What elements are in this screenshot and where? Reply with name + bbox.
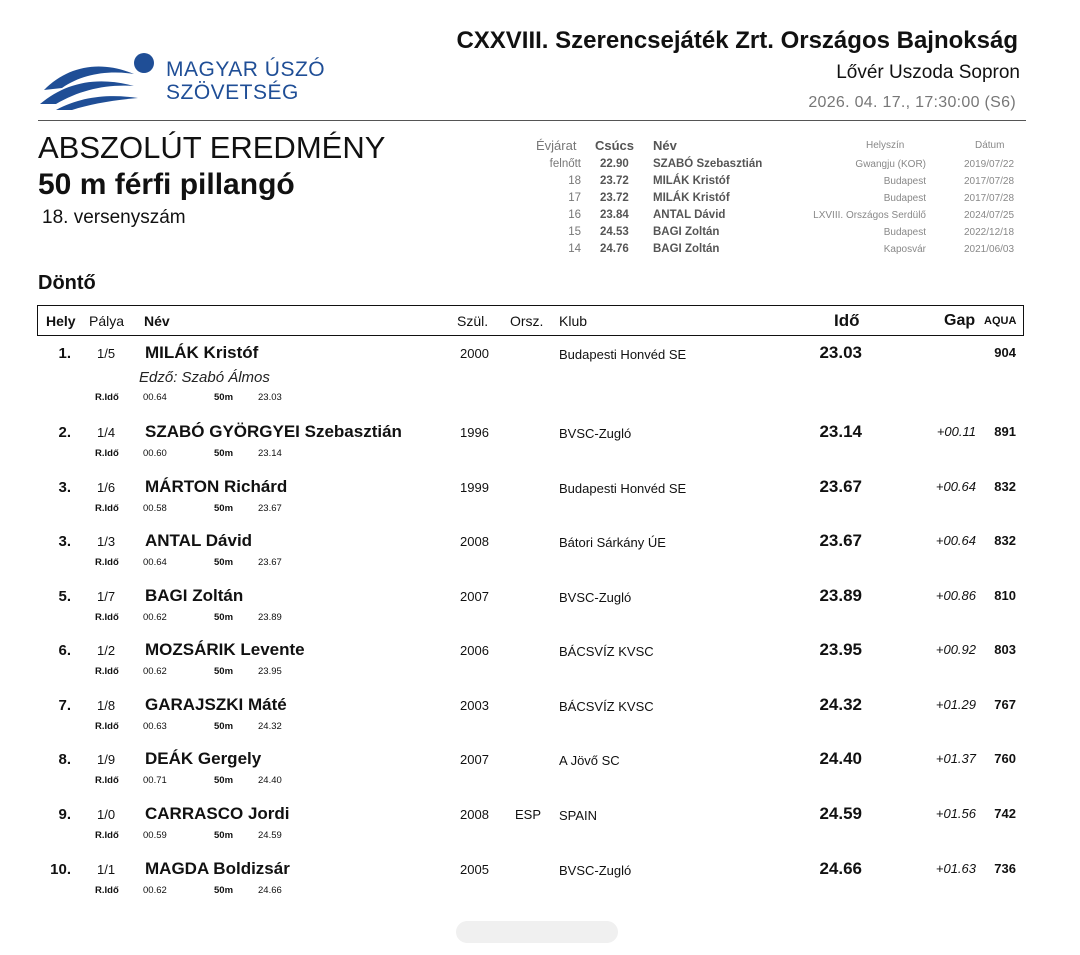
- reaction-time: 00.71: [143, 775, 167, 786]
- birth-year: 1999: [460, 480, 489, 495]
- club-name: BVSC-Zugló: [559, 426, 632, 441]
- reaction-label: R.Idő: [95, 885, 119, 896]
- aqua-points: 760: [994, 751, 1016, 766]
- result-lane: 1/9: [97, 752, 116, 767]
- reaction-label: R.Idő: [95, 775, 119, 786]
- result-time: 23.67: [819, 531, 862, 550]
- birth-year: 2007: [460, 589, 489, 604]
- event-number: 18. versenyszám: [42, 207, 186, 228]
- record-age: 15: [568, 226, 581, 238]
- aqua-points: 803: [994, 642, 1016, 657]
- split-time: 23.95: [258, 666, 282, 677]
- record-date: 2021/06/03: [964, 244, 1015, 255]
- athlete-name: GARAJSZKI Máté: [145, 695, 287, 714]
- time-gap: +01.37: [935, 751, 976, 766]
- records-header-age: Évjárat: [536, 138, 577, 153]
- record-time: 23.72: [600, 192, 629, 204]
- record-holder: BAGI Zoltán: [653, 226, 720, 238]
- record-age: felnőtt: [549, 158, 581, 170]
- aqua-points: 904: [994, 345, 1016, 360]
- birth-year: 2008: [460, 807, 489, 822]
- result-time: 23.67: [819, 477, 862, 496]
- split-label: 50m: [214, 885, 234, 896]
- record-place: Budapest: [883, 176, 926, 187]
- records-header-place: Helyszín: [866, 140, 905, 151]
- result-lane: 1/7: [97, 589, 116, 604]
- federation-logo-text: [166, 58, 325, 104]
- record-time: 24.76: [600, 243, 629, 255]
- result-lane: 1/1: [97, 862, 116, 877]
- country-code: ESP: [515, 807, 542, 822]
- document-type: ABSZOLÚT EREDMÉNY: [38, 130, 386, 165]
- record-date: 2017/07/28: [964, 193, 1015, 204]
- birth-year: 2007: [460, 752, 489, 767]
- header-country: Orsz.: [510, 313, 544, 329]
- logo-line-1: MAGYAR ÚSZÓ: [166, 58, 326, 81]
- athlete-name: SZABÓ GYÖRGYEI Szebasztián: [145, 422, 402, 441]
- split-label: 50m: [214, 557, 234, 568]
- aqua-points: 767: [994, 697, 1016, 712]
- record-age: 18: [568, 175, 581, 187]
- result-rank: 8.: [58, 751, 71, 768]
- split-time: 24.66: [258, 885, 282, 896]
- result-time: 23.89: [819, 586, 862, 605]
- time-gap: +00.11: [936, 424, 976, 439]
- result-lane: 1/3: [97, 534, 116, 549]
- reaction-time: 00.59: [143, 830, 167, 841]
- reaction-label: R.Idő: [95, 503, 119, 514]
- result-lane: 1/6: [97, 480, 116, 495]
- split-time: 23.67: [258, 503, 282, 514]
- venue: Lővér Uszoda Sopron: [836, 62, 1020, 83]
- swimmer-logo-icon: [38, 48, 160, 112]
- result-time: 23.14: [819, 422, 862, 441]
- split-time: 24.40: [258, 775, 282, 786]
- time-gap: +00.64: [935, 479, 976, 494]
- athlete-name: CARRASCO Jordi: [145, 804, 290, 823]
- record-holder: BAGI Zoltán: [653, 243, 720, 255]
- result-lane: 1/4: [97, 425, 116, 440]
- athlete-name: MÁRTON Richárd: [145, 477, 288, 496]
- split-label: 50m: [214, 666, 234, 677]
- split-label: 50m: [214, 775, 234, 786]
- record-date: 2024/07/25: [964, 210, 1015, 221]
- header-rank: Hely: [46, 313, 76, 329]
- split-time: 23.03: [258, 392, 282, 403]
- reaction-time: 00.58: [143, 503, 167, 514]
- reaction-time: 00.64: [143, 392, 167, 403]
- time-gap: +01.56: [935, 806, 976, 821]
- logo-line-2: SZÖVETSÉG: [166, 81, 299, 104]
- section-title: Döntő: [38, 272, 96, 294]
- header-time: Idő: [834, 311, 860, 330]
- records-header-date: Dátum: [975, 140, 1005, 151]
- aqua-points: 832: [994, 533, 1016, 548]
- result-rank: 6.: [58, 642, 71, 659]
- record-place: Kaposvár: [883, 244, 926, 255]
- club-name: Budapesti Honvéd SE: [559, 481, 687, 496]
- athlete-name: MOZSÁRIK Levente: [145, 640, 305, 659]
- records-header-name: Név: [653, 138, 677, 153]
- records-header-record: Csúcs: [595, 138, 635, 153]
- result-rank: 5.: [58, 588, 71, 605]
- record-date: 2017/07/28: [964, 176, 1015, 187]
- reaction-label: R.Idő: [95, 721, 119, 732]
- result-rank: 2.: [58, 424, 71, 441]
- split-label: 50m: [214, 392, 234, 403]
- watermark: [456, 921, 618, 943]
- club-name: BVSC-Zugló: [559, 590, 632, 605]
- record-place: Gwangju (KOR): [855, 159, 926, 170]
- result-lane: 1/0: [97, 807, 116, 822]
- athlete-name: BAGI Zoltán: [145, 586, 244, 605]
- time-gap: +00.86: [935, 588, 976, 603]
- athlete-name: ANTAL Dávid: [145, 531, 253, 550]
- club-name: BVSC-Zugló: [559, 863, 632, 878]
- birth-year: 2000: [460, 346, 489, 361]
- competition-title: CXXVIII. Szerencsejáték Zrt. Országos Bajnokság: [456, 27, 1018, 54]
- header-lane: Pálya: [89, 313, 125, 329]
- header-name: Név: [144, 313, 170, 329]
- header-divider: [38, 120, 1026, 121]
- result-rank: 3.: [58, 533, 71, 550]
- result-rank: 1.: [58, 345, 71, 362]
- reaction-label: R.Idő: [95, 666, 119, 677]
- club-name: Budapesti Honvéd SE: [559, 347, 687, 362]
- record-holder: MILÁK Kristóf: [653, 192, 730, 204]
- header-aqua: AQUA: [984, 315, 1017, 327]
- record-time: 22.90: [600, 158, 629, 170]
- result-time: 23.95: [819, 640, 862, 659]
- aqua-points: 742: [994, 806, 1016, 821]
- result-rank: 10.: [50, 861, 71, 878]
- record-place: LXVIII. Országos Serdülő: [813, 210, 926, 221]
- athlete-name: DEÁK Gergely: [145, 749, 262, 768]
- aqua-points: 832: [994, 479, 1016, 494]
- record-holder: SZABÓ Szebasztián: [653, 158, 763, 170]
- record-holder: ANTAL Dávid: [653, 209, 726, 221]
- time-gap: +01.63: [935, 861, 976, 876]
- record-age: 17: [568, 192, 581, 204]
- reaction-label: R.Idő: [95, 557, 119, 568]
- coach-name: Edző: Szabó Álmos: [139, 369, 270, 386]
- result-lane: 1/8: [97, 698, 116, 713]
- split-label: 50m: [214, 503, 234, 514]
- result-time: 24.66: [819, 859, 862, 878]
- club-name: BÁCSVÍZ KVSC: [559, 644, 654, 659]
- record-time: 23.84: [600, 209, 629, 221]
- time-gap: +00.92: [935, 642, 976, 657]
- birth-year: 2008: [460, 534, 489, 549]
- birth-year: 2006: [460, 643, 489, 658]
- reaction-time: 00.62: [143, 885, 167, 896]
- reaction-label: R.Idő: [95, 392, 119, 403]
- athlete-name: MAGDA Boldizsár: [145, 859, 290, 878]
- club-name: SPAIN: [559, 808, 598, 823]
- birth-year: 2005: [460, 862, 489, 877]
- result-rank: 3.: [58, 479, 71, 496]
- reaction-time: 00.63: [143, 721, 167, 732]
- reaction-time: 00.64: [143, 557, 167, 568]
- split-time: 23.89: [258, 612, 282, 623]
- split-time: 23.14: [258, 448, 282, 459]
- split-label: 50m: [214, 612, 234, 623]
- aqua-points: 736: [994, 861, 1016, 876]
- record-age: 14: [568, 243, 581, 255]
- header-gap: Gap: [944, 312, 976, 329]
- athlete-name: MILÁK Kristóf: [145, 343, 259, 362]
- result-time: 24.59: [819, 804, 862, 823]
- time-gap: +00.64: [935, 533, 976, 548]
- split-label: 50m: [214, 448, 234, 459]
- reaction-label: R.Idő: [95, 612, 119, 623]
- reaction-time: 00.62: [143, 612, 167, 623]
- result-rank: 7.: [58, 697, 71, 714]
- event-datetime: 2026. 04. 17., 17:30:00 (S6): [808, 94, 1016, 111]
- aqua-points: 810: [994, 588, 1016, 603]
- record-holder: MILÁK Kristóf: [653, 175, 730, 187]
- header-club: Klub: [559, 313, 588, 329]
- club-name: A Jövő SC: [559, 753, 620, 768]
- split-time: 23.67: [258, 557, 282, 568]
- reaction-label: R.Idő: [95, 830, 119, 841]
- result-rank: 9.: [58, 806, 71, 823]
- split-time: 24.59: [258, 830, 282, 841]
- split-label: 50m: [214, 830, 234, 841]
- result-lane: 1/2: [97, 643, 116, 658]
- record-place: Budapest: [883, 193, 926, 204]
- split-label: 50m: [214, 721, 234, 732]
- result-time: 24.32: [819, 695, 862, 714]
- club-name: Bátori Sárkány ÚE: [559, 535, 666, 550]
- reaction-time: 00.60: [143, 448, 167, 459]
- club-name: BÁCSVÍZ KVSC: [559, 699, 654, 714]
- time-gap: +01.29: [935, 697, 976, 712]
- header-born: Szül.: [457, 313, 489, 329]
- record-time: 24.53: [600, 226, 629, 238]
- birth-year: 2003: [460, 698, 489, 713]
- record-date: 2022/12/18: [964, 227, 1015, 238]
- record-date: 2019/07/22: [964, 159, 1015, 170]
- result-lane: 1/5: [97, 346, 116, 361]
- birth-year: 1996: [460, 425, 489, 440]
- record-age: 16: [568, 209, 581, 221]
- event-name: 50 m férfi pillangó: [38, 168, 295, 201]
- reaction-time: 00.62: [143, 666, 167, 677]
- reaction-label: R.Idő: [95, 448, 119, 459]
- aqua-points: 891: [994, 424, 1016, 439]
- record-time: 23.72: [600, 175, 629, 187]
- split-time: 24.32: [258, 721, 282, 732]
- record-place: Budapest: [883, 227, 926, 238]
- result-time: 24.40: [819, 749, 862, 768]
- result-time: 23.03: [819, 343, 862, 362]
